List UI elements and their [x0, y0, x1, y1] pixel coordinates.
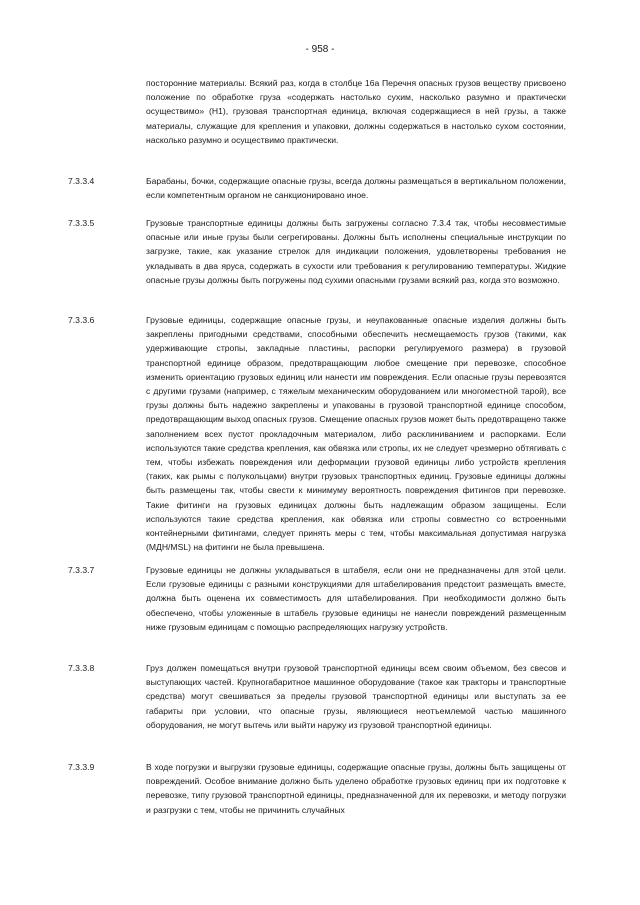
section-text: В ходе погрузки и выгрузки грузовые единицы, содержащие опасные грузы, должны быть защищены от повреждений. Особое внимание должно быть уделено обработке грузовых единиц при их подготовке к перевозке, типу грузовой транспортной единицы, предназначенной для их перевозки, и методу погрузки и разгрузки с тем, чтобы не причинить случайных [146, 762, 566, 815]
section-number: 7.3.3.8 [68, 663, 95, 673]
intro-paragraph: посторонние материалы. Всякий раз, когда в столбце 16а Перечня опасных грузов веществу присвоено положение по обработке груза «содержать настолько сухим, насколько разумно и практически осуществимо» (H1), грузовая транспортная единица, включая содержащиеся в ней грузы, а также материалы, служащие для крепления и упаковки, должны содержаться в настолько сухом состоянии, насколько разумно и осуществимо практически. [146, 78, 566, 145]
section-number: 7.3.3.7 [68, 565, 95, 575]
section-text: Грузовые единицы не должны укладываться в штабеля, если они не предназначены для этой цели. Если грузовые единицы с разными конструкциями для штабелирования предстоит размещать вместе, должна быть оценена их совместимость для штабелирования. При необходимости должно быть обеспечено, чтобы уложенные в штабель грузовые единицы не нанесли повреждений размещенным ниже грузовым единицам с помощью распределяющих нагрузку устройств. [146, 565, 566, 632]
section-text: Грузовые единицы, содержащие опасные грузы, и неупакованные опасные изделия должны быть закреплены пригодными средствами, способными обеспечить несмещаемость грузов (такими, как удерживающие стропы, закладные пластины, распорки регулируемого размера) в грузовой транспортной единице образом, предотвращающим любое смещение при перевозке, способное изменить ориентацию грузовых единиц или нанести им повреждения. Если опасные грузы перевозятся с другими грузами (например, с тяжелым механическим оборудованием или многоместной тарой), все грузы должны быть надежно закреплены и упакованы в грузовой транспортной единице способом, предотвращающим выход опасных грузов. Смещение опасных грузов может быть предотвращено также заполнением всех пустот прокладочным материалом, либо расклиниванием и распорками. Если используются такие средства крепления, как обвязка или стропы, их не следует чрезмерно обтягивать с тем, чтобы избежать повреждения или деформации грузовой единицы либо устройств крепления (таких, как рымы с полукольцами) внутри грузовых транспортных единиц. Грузовые единицы должны быть размещены так, чтобы свести к минимуму вероятность повреждения фитингов при перевозке. Такие фитинги на грузовых единицах должны быть надлежащим образом защищены. Если используются такие средства крепления, как обвязка или стропы совместно со встроенными контейнерными фитингами, следует принять меры с тем, чтобы максимальная допустимая нагрузка (МДН/MSL) на фитинги не была превышена. [146, 315, 566, 553]
section-number: 7.3.3.5 [68, 218, 95, 228]
page-number: - 958 - [305, 44, 335, 55]
section-number: 7.3.3.6 [68, 315, 95, 325]
section-text: Грузовые транспортные единицы должны быть загружены согласно 7.3.4 так, чтобы несовместимые опасные или иные грузы были сегрегированы. Должны быть исполнены специальные инструкции по загрузке, такие, как указание стрелок для индикации положения, удовлетворены требования не укладывать в два яруса, содержать в сухости или требования к регулированию температуры. Жидкие опасные грузы должны быть погружены под сухими опасными грузами всякий раз, когда это возможно. [146, 218, 566, 285]
section-number: 7.3.3.4 [68, 176, 95, 186]
section-text: Барабаны, бочки, содержащие опасные грузы, всегда должны размещаться в вертикальном положении, если компетентным органом не санкционировано иное. [146, 176, 566, 201]
section-text: Груз должен помещаться внутри грузовой транспортной единицы всем своим объемом, без свесов и выступающих частей. Крупногабаритное машинное оборудование (такое как тракторы и транспортные средства) могут свешиваться за пределы грузовой транспортной единицы или выступать за ее габариты при условии, что опасные грузы, являющиеся неотъемлемой частью машинного оборудования, не могут вытечь или выйти наружу из грузовой транспортной единицы. [146, 663, 566, 730]
section-number: 7.3.3.9 [68, 762, 95, 772]
